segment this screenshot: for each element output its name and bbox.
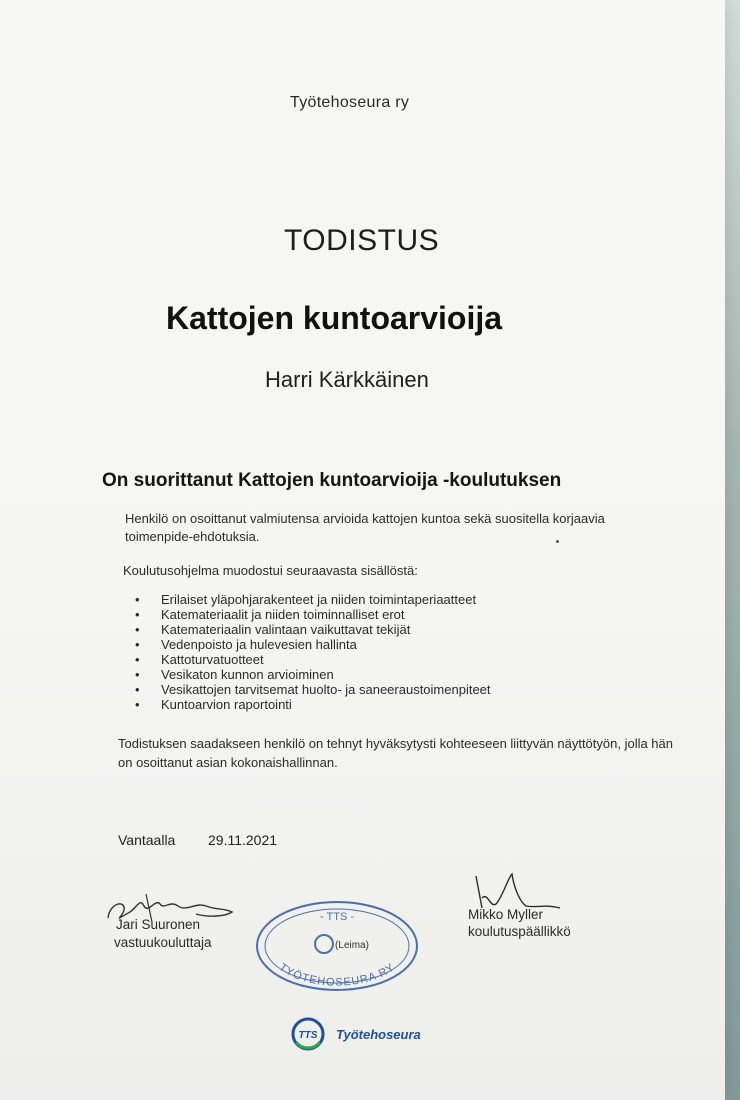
certificate-heading: TODISTUS bbox=[284, 224, 440, 257]
description-text: Henkilö on osoittanut valmiutensa arvioida kattojen kuntoa sekä suositella korjaavia toimenpide-ehdotuksia. bbox=[125, 511, 605, 544]
list-item: • Kattoturvatuotteet bbox=[135, 652, 264, 667]
stamp-bottom-text: TYÖTEHOSEURA RY bbox=[276, 961, 398, 989]
organization-name: Työtehoseura ry bbox=[290, 94, 410, 111]
program-content-list bbox=[135, 592, 491, 712]
right-signer-role: koulutuspäällikkö bbox=[468, 924, 571, 939]
list-item: • Vedenpoisto ja hulevesien hallinta bbox=[135, 637, 357, 652]
tts-logo-icon bbox=[288, 1012, 468, 1056]
list-item: • Vesikaton kunnon arvioiminen bbox=[135, 667, 334, 682]
recipient-name: Harri Kärkkäinen bbox=[265, 367, 429, 392]
stamp-top-text: - TTS - bbox=[319, 911, 355, 923]
logo-mark-text: TTS bbox=[298, 1030, 318, 1041]
completion-statement: On suorittanut Kattojen kuntoarvioija -koulutuksen bbox=[102, 470, 562, 491]
list-item: • Vesikattojen tarvitsemat huolto- ja saneeraustoimenpiteet bbox=[135, 682, 491, 697]
logo-name-text: Työtehoseura bbox=[336, 1027, 421, 1042]
signing-date: 29.11.2021 bbox=[208, 832, 278, 848]
list-item: • Erilaiset yläpohjarakenteet ja niiden toimintaperiaatteet bbox=[135, 592, 477, 607]
right-signer-name: Mikko Myller bbox=[468, 907, 544, 922]
list-item: • Kuntoarvion raportointi bbox=[135, 697, 292, 712]
left-signer-name: Jari Suuronen bbox=[116, 917, 201, 932]
organization-stamp-icon bbox=[252, 896, 422, 996]
course-title: Kattojen kuntoarvioija bbox=[166, 300, 503, 336]
left-signer-role: vastuukouluttaja bbox=[114, 935, 212, 950]
program-intro: Koulutusohjelma muodostui seuraavasta sisällöstä: bbox=[123, 563, 418, 578]
svg-text:TYÖTEHOSEURA RY bbox=[277, 961, 397, 988]
signing-place: Vantaalla bbox=[118, 832, 176, 848]
list-item: • Katemateriaalin valintaan vaikuttavat tekijät bbox=[135, 622, 411, 637]
paper-speck bbox=[556, 540, 559, 543]
final-statement: Todistuksen saadakseen henkilö on tehnyt hyväksytysti kohteeseen liittyvän näyttötyön, jolla hän on osoittanut asian kokonaishallinnan. bbox=[118, 736, 674, 770]
list-item: • Katemateriaalit ja niiden toiminnalliset erot bbox=[135, 607, 405, 622]
stamp-middle-text: (Leima) bbox=[335, 940, 369, 951]
